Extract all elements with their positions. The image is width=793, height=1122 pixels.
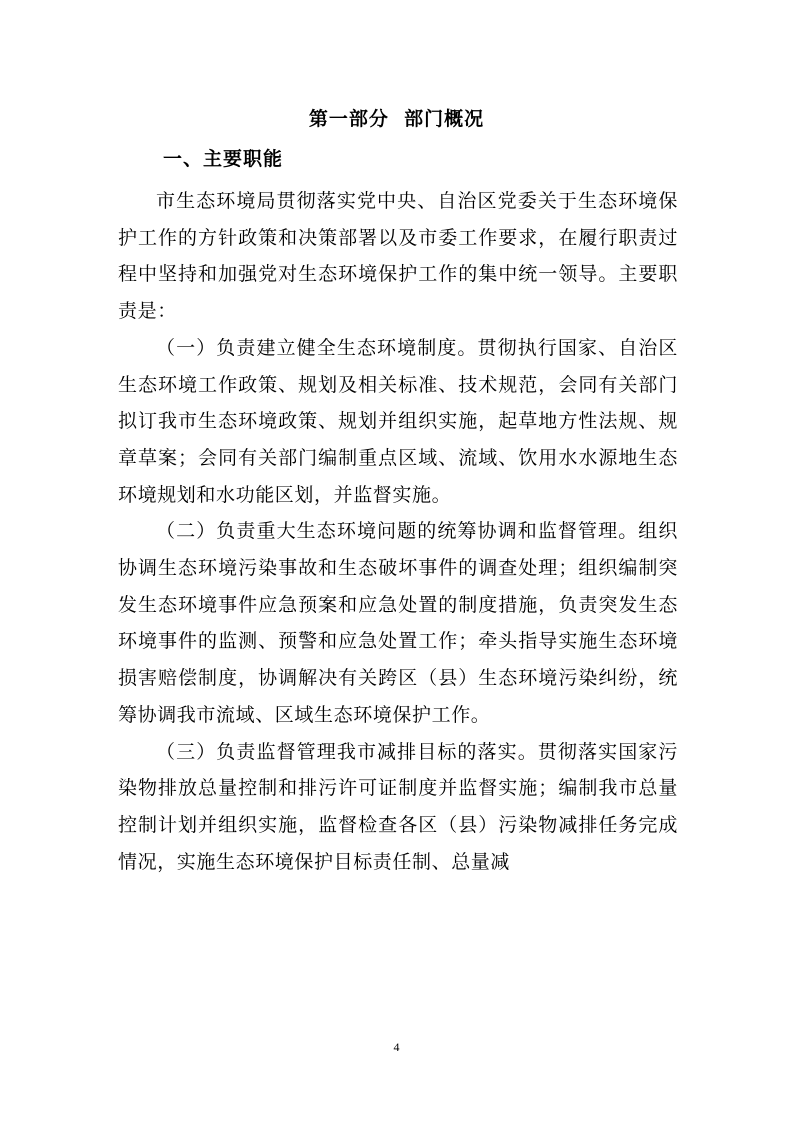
paragraph-duty-1: （一）负责建立健全生态环境制度。贯彻执行国家、自治区生态环境工作政策、规划及相关标准、技术规范，会同有关部门拟订我市生态环境政策、规划并组织实施，起草地方性法规、规章草案；会同有关部门编制重点区域、流域、饮用水水源地生态环境规划和水功能区划，并监督实施。 [118, 336, 678, 506]
paragraph-duty-3: （三）负责监督管理我市减排目标的落实。贯彻落实国家污染物排放总量控制和排污许可证制度并监督实施；编制我市总量控制计划并组织实施，监督检查各区（县）污染物减排任务完成情况，实施生态环境保护目标责任制、总量减 [118, 740, 678, 873]
page-number: 4 [393, 1040, 400, 1054]
page-title: 第一部分 部门概况 [308, 108, 485, 130]
document-body [118, 183, 678, 880]
paragraph-intro: 市生态环境局贯彻落实党中央、自治区党委关于生态环境保护工作的方针政策和决策部署以及市委工作要求，在履行职责过程中坚持和加强党对生态环境保护工作的集中统一领导。主要职责是： [118, 190, 678, 323]
section-heading: 一、主要职能 [163, 148, 284, 170]
paragraph-duty-2: （二）负责重大生态环境问题的统筹协调和监督管理。组织协调生态环境污染事故和生态破坏事件的调查处理；组织编制突发生态环境事件应急预案和应急处置的制度措施，负责突发生态环境事件的监测、预警和应急处置工作；牵头指导实施生态环境损害赔偿制度，协调解决有关跨区（县）生态环境污染纠纷，统筹协调我市流域、区域生态环境保护工作。 [118, 520, 678, 726]
